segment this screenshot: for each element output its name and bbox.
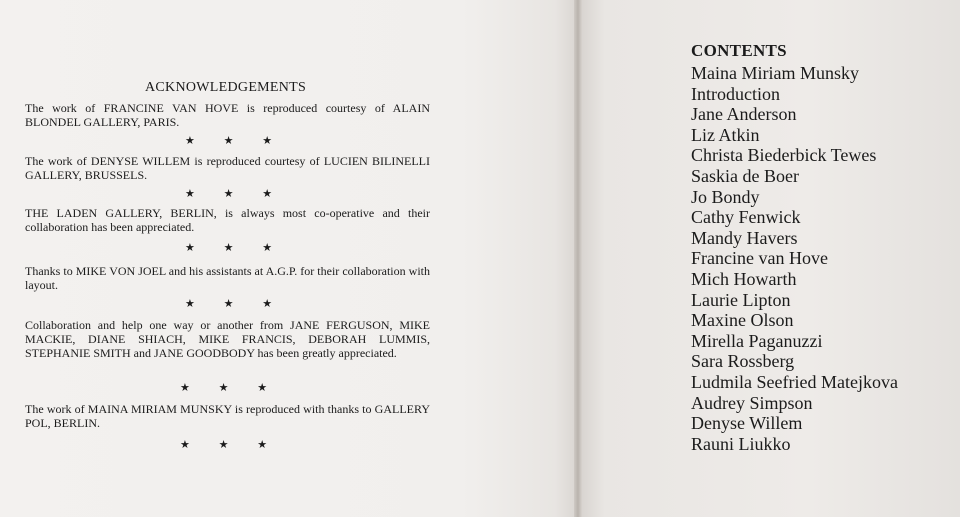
book-gutter: [574, 0, 582, 517]
contents-item: Maina Miriam Munsky: [691, 63, 859, 83]
contents-item: Francine van Hove: [691, 248, 828, 269]
contents-item: Jo Bondy: [691, 186, 760, 207]
contents-item: Mirella Paganuzzi: [691, 330, 823, 351]
contents-item: Liz Atkin: [691, 124, 760, 145]
contents-item: Mandy Havers: [691, 227, 798, 248]
acknowledgements-title: ACKNOWLEDGEMENTS: [145, 80, 307, 95]
ack-paragraph: Thanks to MIKE VON JOEL and his assistants at A.G.P. for their collaboration with layout.: [25, 264, 430, 292]
contents-item: Audrey Simpson: [691, 392, 813, 413]
contents-item: Laurie Lipton: [691, 289, 791, 310]
ack-paragraph: THE LADEN GALLERY, BERLIN, is always most co-operative and their collaboration has been appreciated.: [25, 206, 430, 234]
star-separator: ★ ★ ★: [180, 382, 268, 394]
star-separator: ★ ★ ★: [185, 188, 273, 200]
contents-item: Rauni Liukko: [691, 433, 791, 454]
contents-item: Christa Biederbick Tewes: [691, 145, 877, 166]
contents-title: CONTENTS: [691, 41, 787, 60]
star-separator: ★ ★ ★: [180, 439, 268, 451]
contents-item: Denyse Willem: [691, 413, 803, 434]
contents-item: Mich Howarth: [691, 268, 797, 289]
star-separator: ★ ★ ★: [185, 242, 273, 254]
contents-item: Ludmila Seefried Matejkova: [691, 371, 898, 392]
ack-paragraph: The work of DENYSE WILLEM is reproduced courtesy of LUCIEN BILINELLI GALLERY, BRUSSELS.: [25, 154, 430, 182]
ack-paragraph: The work of MAINA MIRIAM MUNSKY is reproduced with thanks to GALLERY POL, BERLIN.: [25, 402, 430, 430]
contents-item: Sara Rossberg: [691, 351, 795, 372]
contents-item: Jane Anderson: [691, 104, 797, 125]
show-through-bleed: [20, 20, 32, 70]
contents-item: Introduction: [691, 83, 780, 104]
contents-item: Maxine Olson: [691, 310, 794, 331]
contents-item: Saskia de Boer: [691, 165, 799, 186]
contents-list: [691, 63, 898, 454]
star-separator: ★ ★ ★: [185, 135, 273, 147]
star-separator: ★ ★ ★: [185, 298, 273, 310]
contents-item: Cathy Fenwick: [691, 207, 801, 228]
ack-paragraph: The work of FRANCINE VAN HOVE is reproduced courtesy of ALAIN BLONDEL GALLERY, PARIS.: [25, 101, 430, 129]
ack-paragraph: Collaboration and help one way or another from JANE FERGUSON, MIKE MACKIE, DIANE SHIACH, MIKE FRANCIS, DEBORAH LUMMIS, STEPHANIE SMITH and JANE GOODBODY has been greatly appreciated.: [25, 318, 430, 360]
